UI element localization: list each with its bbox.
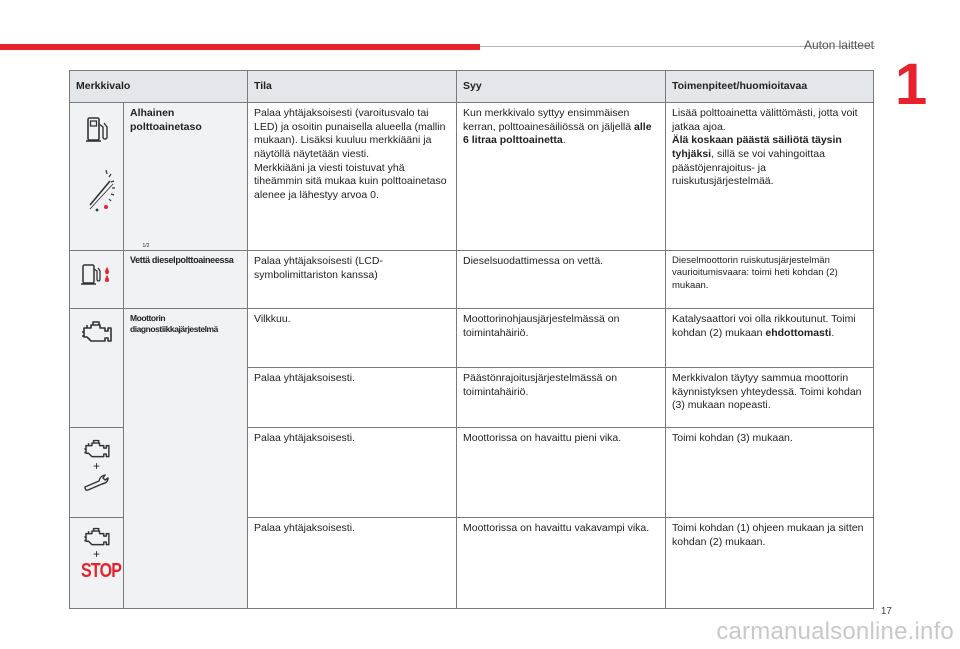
page-number: 17 [880,606,892,617]
water-action: Dieselmoottorin ruiskutusjärjestelmän vaurioitumisvaara: toimi heti kohdan (2) mukaan. [666,251,874,309]
engine-state-3: Palaa yhtäjaksoisesti. [248,428,457,518]
header-red-bar [0,44,480,50]
engine-state-4: Palaa yhtäjaksoisesti. [248,518,457,609]
engine-icon [80,319,114,345]
engine-action-1 [666,309,874,368]
header-action: Toimenpiteet/huomioitavaa [666,71,874,103]
engine-action-2: Merkkivalon täytyy sammua moottorin käynnistyksen yhteydessä. Toimi kohdan (3) mukaan nopeasti. [666,368,874,428]
engine-action-1-text: Katalysaattori voi olla rikkoutunut. Toimi kohdan (2) mukaan [672,313,856,339]
table-header-row [70,71,874,103]
engine-action-1-end: . [831,326,835,339]
fuel-cause-text: Kun merkkivalo syttyy ensimmäisen kerran, polttoainesäiliössä on jäljellä [463,107,635,133]
water-cause: Dieselsuodattimessa on vettä. [457,251,666,309]
engine-cause-1: Moottorinohjausjärjestelmässä on toimintahäiriö. [457,309,666,368]
fuel-gauge-icon [76,167,122,213]
water-name: Vettä dieselpolttoaineessa [124,251,248,309]
fuel-name: Alhainen polttoainetaso [124,103,248,251]
plus-sign: + [92,547,100,561]
engine-name-text: Moottorin diagnostiikkajärjestelmä [130,313,218,335]
table-row [70,309,874,368]
fuel-pump-icon [85,115,109,145]
engine-action-3: Toimi kohdan (3) mukaan. [666,428,874,518]
stop-icon: STOP [81,560,122,582]
engine-name [124,309,248,609]
fuel-action-line-1: Lisää polttoainetta välittömästi, jotta voit jatkaa ajoa. [672,107,858,133]
table-row [70,251,874,309]
section-title: Auton laitteet [803,38,874,52]
warning-lights-table [69,70,874,609]
fuel-cause-bold: alle 6 litraa polttoainetta [463,120,652,147]
engine-cause-2: Päästönrajoitusjärjestelmässä on toimintahäiriö. [457,368,666,428]
engine-cause-3: Moottorissa on havaittu pieni vika. [457,428,666,518]
fuel-cause-end: . [562,134,566,147]
fuel-cause [457,103,666,251]
engine-icon-cell [70,309,124,428]
water-icon-cell [70,251,124,309]
engine-cause-4: Moottorissa on havaittu vakavampi vika. [457,518,666,609]
header-indicator: Merkkivalo [70,71,248,103]
header-cause: Syy [457,71,666,103]
table-row [70,103,874,251]
water-in-diesel-icon [80,261,114,287]
fuel-action [666,103,874,251]
fuel-state [248,103,457,251]
header-state: Tila [248,71,457,103]
fuel-action-bold: Älä koskaan päästä säiliötä täysin tyhjäksi [672,134,842,160]
watermark: carmanualsonline.info [716,618,954,645]
engine-state-2: Palaa yhtäjaksoisesti. [248,368,457,428]
engine-action-1-bold: ehdottomasti [765,326,832,339]
fuel-action-end: , sillä se voi vahingoittaa päästöjenrajoitus- ja ruiskutusjärjestelmää. [672,147,825,188]
fuel-icon-cell [70,103,150,251]
water-state: Palaa yhtäjaksoisesti (LCD-symbolimittariston kanssa) [248,251,457,309]
gauge-half-label: 1/2 [142,242,150,249]
engine-action-4: Toimi kohdan (1) ohjeen mukaan ja sitten kohdan (2) mukaan. [666,518,874,609]
engine-wrench-icon-cell [70,428,124,518]
engine-stop-icon-cell [70,518,124,609]
wrench-icon [82,472,112,492]
engine-icon [82,438,112,460]
fuel-state-line-2: Merkkiääni ja viesti toistuvat yhä tiheämmin sitä mukaa kuin polttoainetaso alenee ja lähestyy arvoa 0. [254,161,447,201]
fuel-state-line-1: Palaa yhtäjaksoisesti (varoitusvalo tai LED) ja osoitin punaisella alueella (mallin mukaan). Lisäksi kuuluu merkkiääni ja näytöllä näytetään viesti. [254,107,446,160]
chapter-number: 1 [895,52,928,117]
engine-icon [82,526,112,548]
engine-state-1: Vilkkuu. [248,309,457,368]
plus-sign: + [92,459,100,473]
